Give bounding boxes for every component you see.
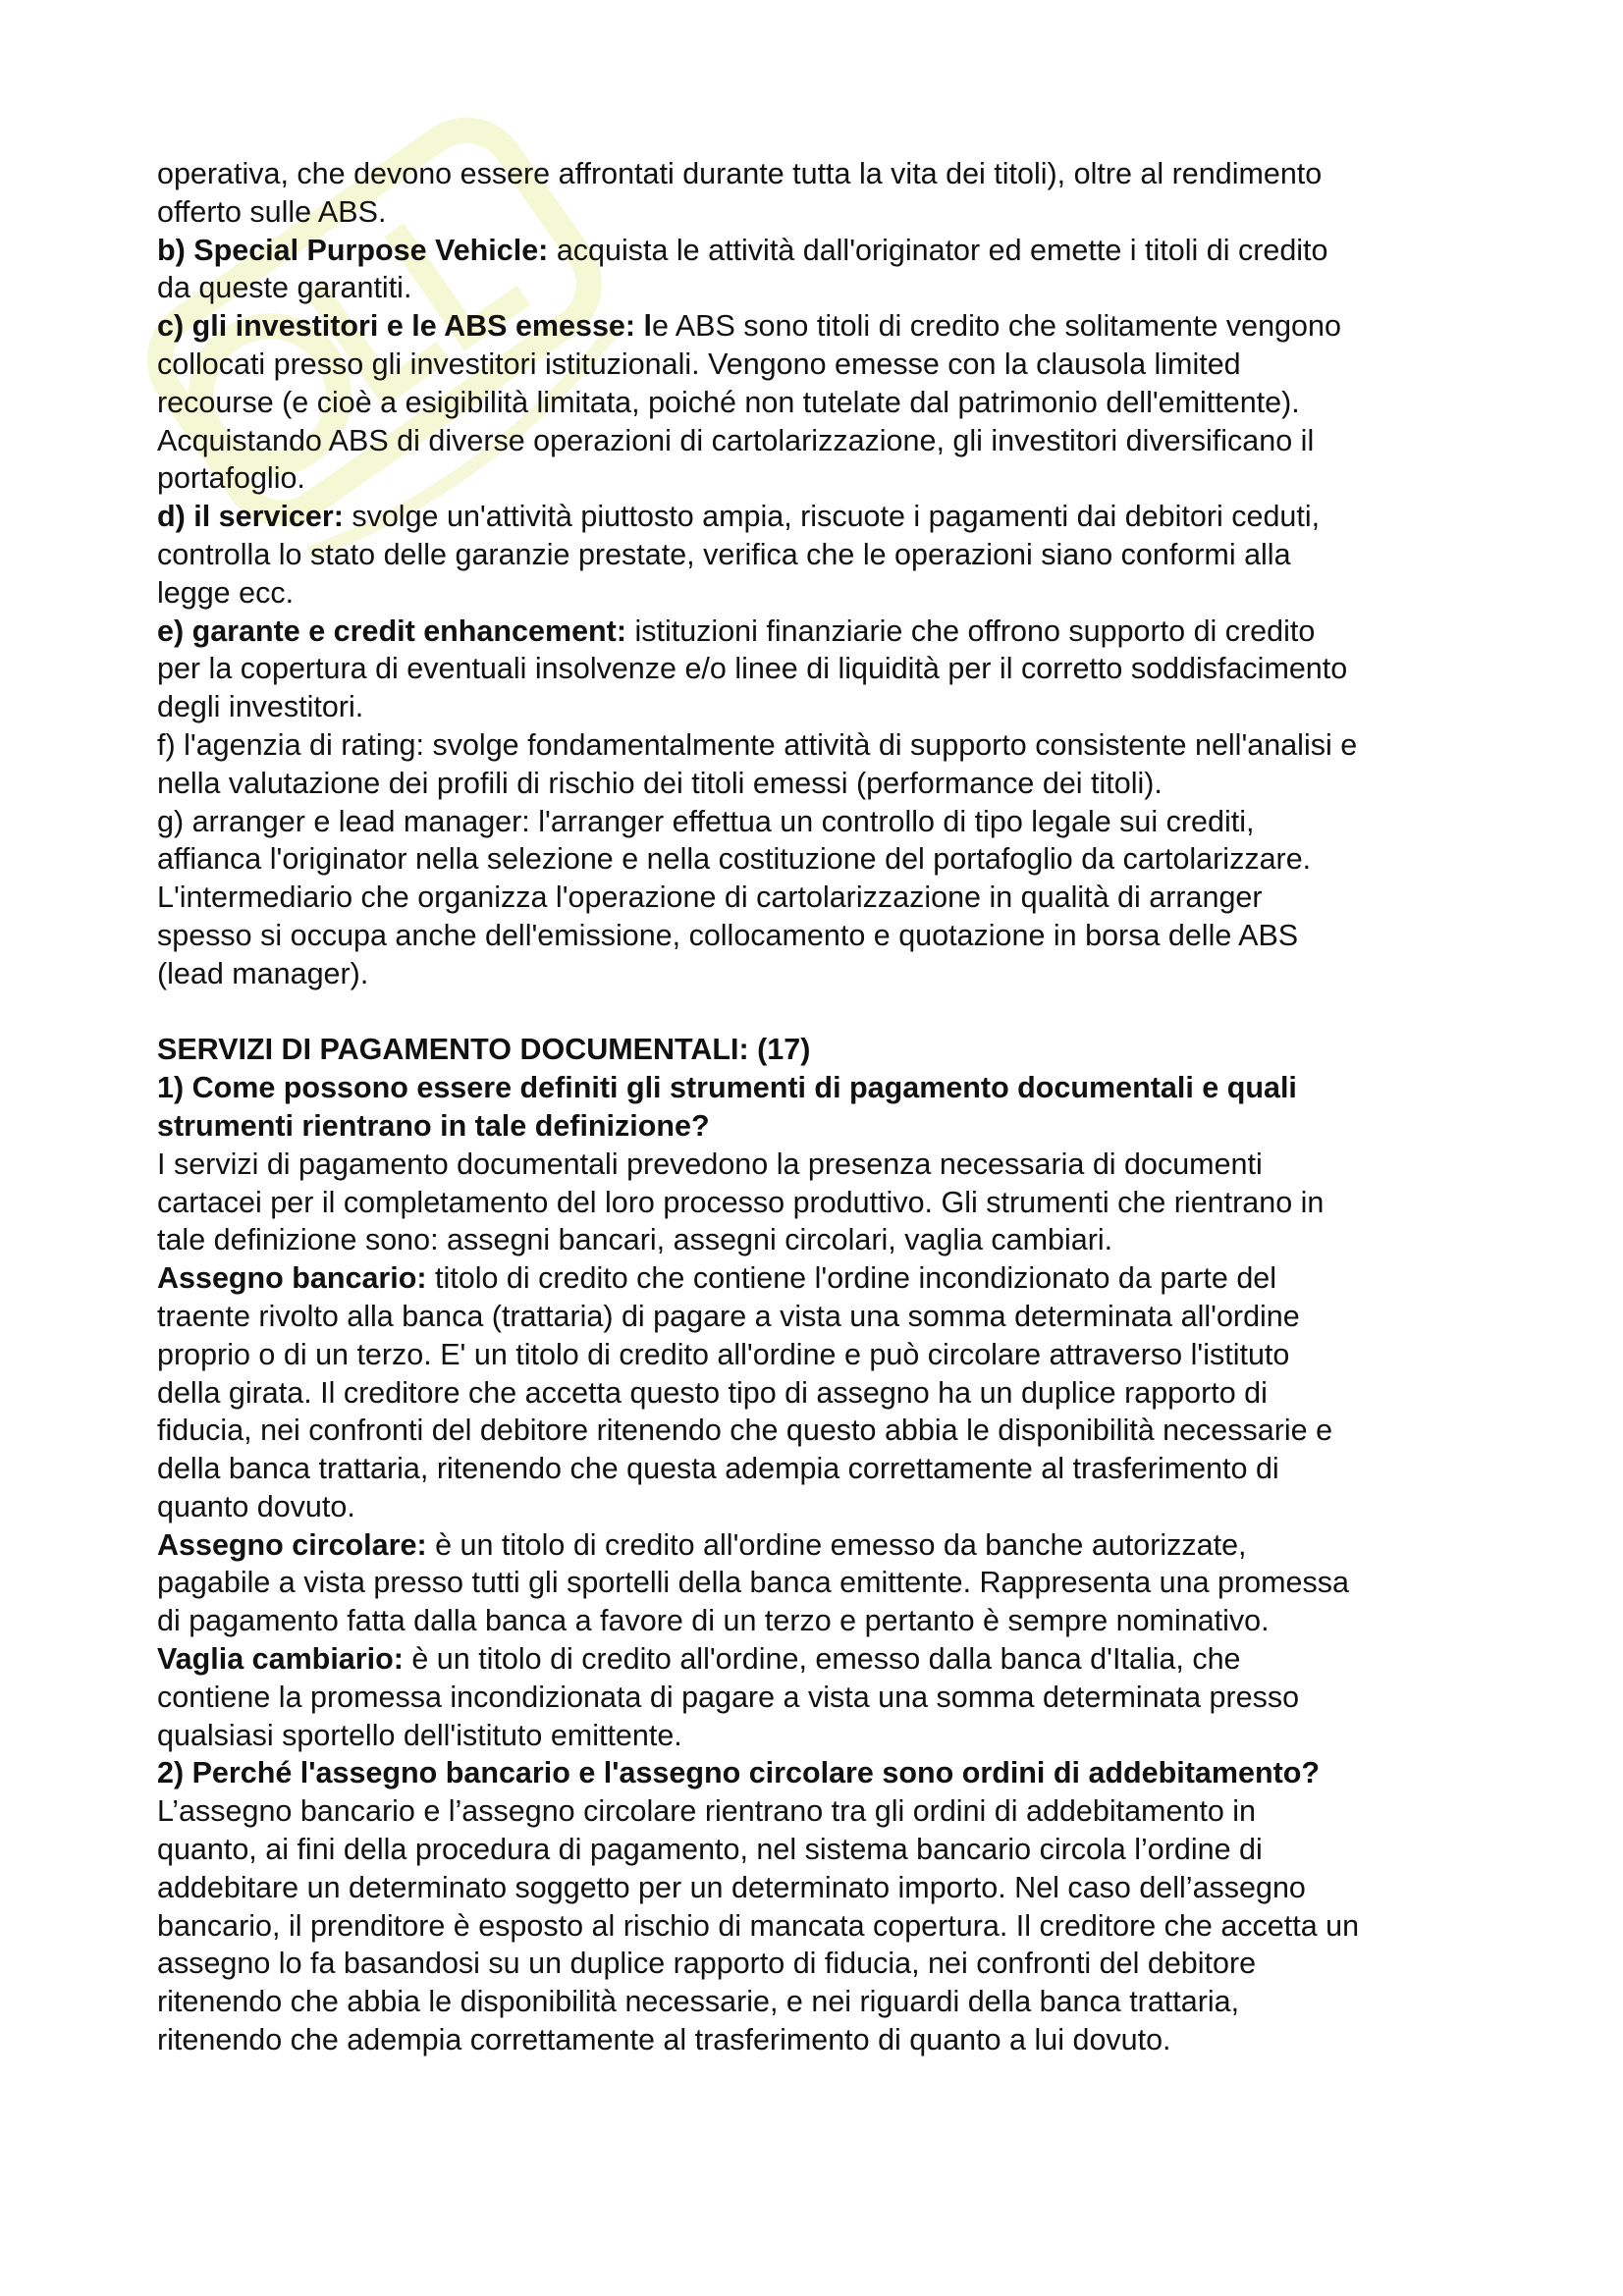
text-line xyxy=(157,1450,1492,1488)
text-segment: istituzioni finanziarie che offrono supporto di credito xyxy=(625,614,1316,648)
text-segment: recourse (e cioè a esigibilità limitata, poiché non tutelate dal patrimonio dell'emittente). xyxy=(157,385,1300,419)
text-segment: legge ecc. xyxy=(157,575,295,610)
text-line xyxy=(157,1259,1492,1298)
bold-text: strumenti rientrano in tale definizione? xyxy=(157,1108,710,1143)
text-line xyxy=(157,459,1492,498)
text-segment: proprio o di un terzo. E' un titolo di credito all'ordine e può circolare attraverso l'istituto xyxy=(157,1337,1290,1371)
text-line xyxy=(157,1907,1492,1946)
text-segment: svolge un'attività piuttosto ampia, riscuote i pagamenti dai debitori ceduti, xyxy=(343,500,1321,534)
text-line xyxy=(157,1717,1492,1755)
text-segment: è un titolo di credito all'ordine emesso da banche autorizzate, xyxy=(426,1527,1247,1562)
text-segment: della banca trattaria, ritenendo che questa adempia correttamente al trasferimento di xyxy=(157,1452,1279,1486)
text-line xyxy=(157,1679,1492,1717)
text-line xyxy=(157,269,1492,307)
text-line xyxy=(157,1831,1492,1869)
text-segment: (lead manager). xyxy=(157,956,369,990)
text-line xyxy=(157,1031,1492,1069)
text-segment: cartacei per il completamento del loro processo produttivo. Gli strumenti che rientrano in xyxy=(157,1185,1325,1219)
text-line xyxy=(157,1640,1492,1679)
text-line xyxy=(157,1069,1492,1107)
text-line xyxy=(157,1374,1492,1413)
text-line xyxy=(157,1146,1492,1184)
text-line xyxy=(157,536,1492,574)
bold-text: c) gli investitori e le ABS emesse: l xyxy=(157,309,652,344)
text-line xyxy=(157,232,1492,270)
text-segment: degli investitori. xyxy=(157,690,364,724)
text-segment: portafoglio. xyxy=(157,461,305,496)
text-line xyxy=(157,1412,1492,1450)
text-line xyxy=(157,1792,1492,1831)
text-segment: ritenendo che abbia le disponibilità necessarie, e nei riguardi della banca trattaria, xyxy=(157,1985,1240,2019)
text-line xyxy=(157,193,1492,232)
text-segment: offerto sulle ABS. xyxy=(157,194,387,229)
text-line xyxy=(157,613,1492,651)
text-segment: contiene la promessa incondizionata di pagare a vista una somma determinata presso xyxy=(157,1680,1300,1714)
text-line xyxy=(157,1221,1492,1259)
text-segment: pagabile a vista presso tutti gli sportelli della banca emittente. Rappresenta una promessa xyxy=(157,1566,1349,1600)
text-line xyxy=(157,384,1492,422)
text-line xyxy=(157,917,1492,955)
text-line xyxy=(157,2021,1492,2059)
text-line xyxy=(157,1526,1492,1565)
bold-text: SERVIZI DI PAGAMENTO DOCUMENTALI: (17) xyxy=(157,1033,811,1067)
text-line xyxy=(157,765,1492,803)
text-line xyxy=(157,726,1492,765)
text-line xyxy=(157,650,1492,688)
text-line xyxy=(157,1298,1492,1336)
text-line xyxy=(157,879,1492,917)
bold-text: 1) Come possono essere definiti gli strumenti di pagamento documentali e quali xyxy=(157,1071,1297,1105)
text-line xyxy=(157,422,1492,460)
bold-text: e) garante e credit enhancement: xyxy=(157,614,626,648)
text-segment: f) l'agenzia di rating: svolge fondamentalmente attività di supporto consistente nell'analisi e xyxy=(157,727,1358,762)
text-segment: controlla lo stato delle garanzie prestate, verifica che le operazioni siano conformi alla xyxy=(157,537,1291,571)
text-segment: tale definizione sono: assegni bancari, assegni circolari, vaglia cambiari. xyxy=(157,1223,1113,1257)
bold-text: Assegno circolare: xyxy=(157,1527,427,1562)
bold-text: d) il servicer: xyxy=(157,500,344,534)
text-line xyxy=(157,840,1492,879)
text-line xyxy=(157,1945,1492,1983)
text-line xyxy=(157,803,1492,841)
text-line xyxy=(157,346,1492,384)
text-segment: L’assegno bancario e l’assegno circolare rientrano tra gli ordini di addebitamento in xyxy=(157,1794,1257,1829)
text-segment: spesso si occupa anche dell'emissione, collocamento e quotazione in borsa delle ABS xyxy=(157,918,1299,952)
text-segment: per la copertura di eventuali insolvenze e/o linee di liquidità per il corretto soddisfacimento xyxy=(157,652,1348,686)
text-segment: e ABS sono titoli di credito che solitamente vengono xyxy=(652,309,1341,344)
text-line xyxy=(157,1869,1492,1907)
text-segment: è un titolo di credito all'ordine, emesso dalla banca d'Italia, che xyxy=(403,1642,1241,1677)
text-segment: di pagamento fatta dalla banca a favore di un terzo e pertanto è sempre nominativo. xyxy=(157,1604,1270,1638)
text-line xyxy=(157,498,1492,536)
text-segment: Acquistando ABS di diverse operazioni di cartolarizzazione, gli investitori diversificano il xyxy=(157,423,1315,457)
text-segment: collocati presso gli investitori istituzionali. Vengono emesse con la clausola limited xyxy=(157,347,1241,381)
text-segment: fiducia, nei confronti del debitore ritenendo che questo abbia le disponibilità necessarie e xyxy=(157,1414,1333,1448)
bold-text: Assegno bancario: xyxy=(157,1261,427,1296)
text-line xyxy=(157,1184,1492,1222)
text-segment: bancario, il prenditore è esposto al rischio di mancata copertura. Il creditore che accetta un xyxy=(157,1908,1360,1943)
text-segment: ritenendo che adempia correttamente al trasferimento di quanto a lui dovuto. xyxy=(157,2023,1171,2057)
text-segment: della girata. Il creditore che accetta questo tipo di assegno ha un duplice rapporto di xyxy=(157,1375,1268,1410)
text-line xyxy=(157,574,1492,613)
text-segment: acquista le attività dall'originator ed emette i titoli di credito xyxy=(548,233,1328,267)
document-page xyxy=(157,155,1492,2059)
text-segment: quanto dovuto. xyxy=(157,1489,355,1523)
text-line xyxy=(157,1488,1492,1526)
text-segment: traente rivolto alla banca (trattaria) di pagare a vista una somma determinata all'ordine xyxy=(157,1299,1300,1333)
text-line xyxy=(157,688,1492,726)
text-line xyxy=(157,1336,1492,1374)
text-segment: addebitare un determinato soggetto per un determinato importo. Nel caso dell’assegno xyxy=(157,1870,1306,1904)
text-line xyxy=(157,1983,1492,2021)
text-segment: operativa, che devono essere affrontati durante tutta la vita dei titoli), oltre al rendimento xyxy=(157,157,1323,190)
text-segment: L'intermediario che organizza l'operazione di cartolarizzazione in qualità di arranger xyxy=(157,881,1263,915)
text-segment: g) arranger e lead manager: l'arranger effettua un controllo di tipo legale sui crediti, xyxy=(157,804,1255,838)
text-segment: affianca l'originator nella selezione e nella costituzione del portafoglio da cartolarizzare. xyxy=(157,842,1312,877)
text-line xyxy=(157,1107,1492,1146)
text-segment: I servizi di pagamento documentali prevedono la presenza necessaria di documenti xyxy=(157,1147,1263,1181)
text-line xyxy=(157,1564,1492,1602)
text-segment: da queste garantiti. xyxy=(157,271,412,305)
text-segment: titolo di credito che contiene l'ordine incondizionato da parte del xyxy=(426,1261,1277,1296)
text-line xyxy=(157,955,1492,993)
text-line xyxy=(157,1602,1492,1640)
text-segment: quanto, ai fini della procedura di pagamento, nel sistema bancario circola l’ordine di xyxy=(157,1833,1263,1867)
bold-text: Vaglia cambiario: xyxy=(157,1642,404,1677)
text-segment: assegno lo fa basandosi su un duplice rapporto di fiducia, nei confronti del debitore xyxy=(157,1947,1257,1981)
blank-line xyxy=(157,993,1492,1032)
text-segment: nella valutazione dei profili di rischio dei titoli emessi (performance dei titoli). xyxy=(157,766,1163,800)
text-line xyxy=(157,1754,1492,1792)
text-line xyxy=(157,155,1492,193)
text-segment: qualsiasi sportello dell'istituto emittente. xyxy=(157,1718,682,1752)
bold-text: 2) Perché l'assegno bancario e l'assegno circolare sono ordini di addebitamento? xyxy=(157,1756,1320,1790)
bold-text: b) Special Purpose Vehicle: xyxy=(157,233,549,267)
text-line xyxy=(157,307,1492,346)
